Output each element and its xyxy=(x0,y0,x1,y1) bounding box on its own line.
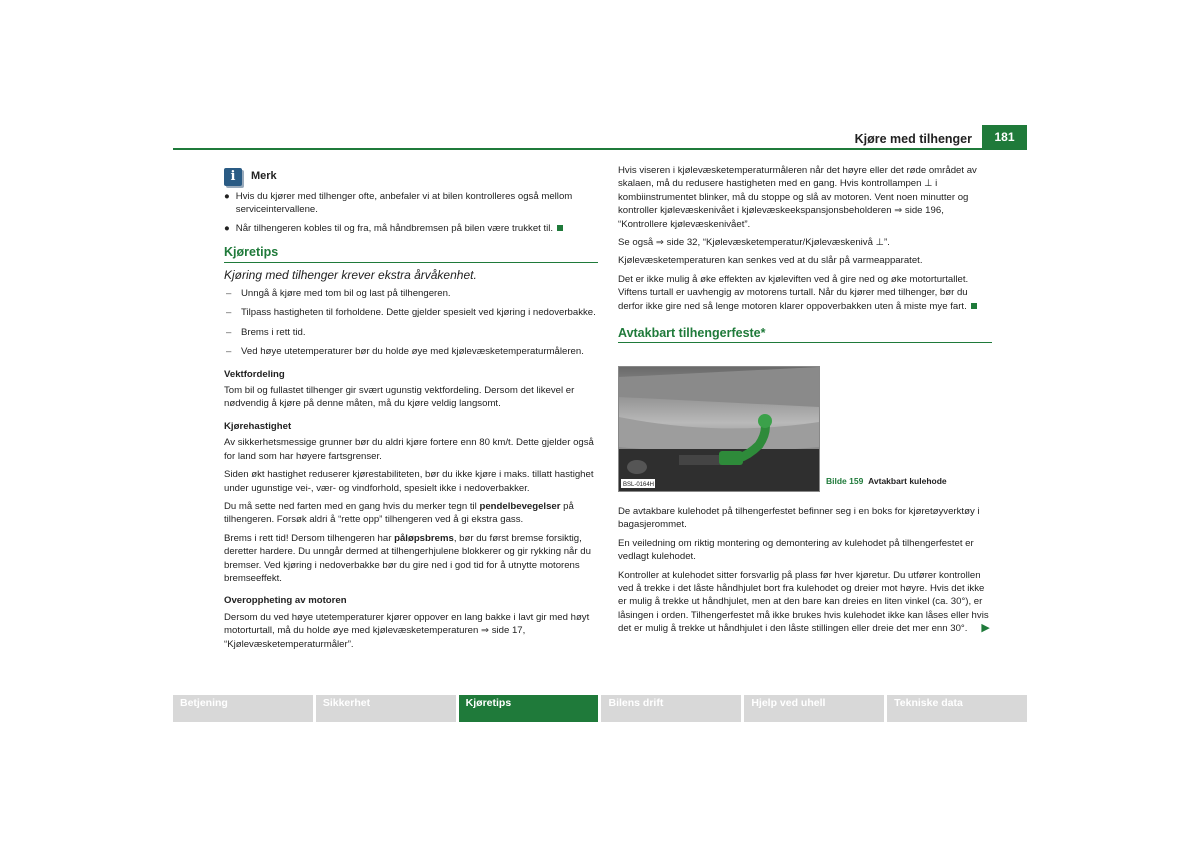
list-item-text: Tilpass hastigheten til forholdene. Dette gjelder spesielt ved kjøring i nedoverbakke. xyxy=(241,307,596,319)
paragraph: Det er ikke mulig å øke effekten av kjøleviften ved å gire ned og øke motorturtallet. Viftens turtall er uavhengig av motorens turtall. Når du kjører med tilhenger, bør du derfor ikke gire ned så lenge motoren klarer oppoverbakken uten å miste mye fart. xyxy=(618,273,992,313)
list-item: – Unngå å kjøre med tom bil og last på tilhengeren. xyxy=(226,288,451,300)
paragraph: Kontroller at kulehodet sitter forsvarlig på plass før hver kjøretur. Du utfører kontrollen ved å trekke i det låste håndhjulet bort fra kulehodet og dreier mot høyre. Hvis det ikke er mulig å trekke ut håndhjulet, men at den bare kan dreies en liten vinkel (ca. 30°), er låsingen i orden. Tilhengerfestet må ikke brukes hvis kulehodet ikke kan låses eller hvis det er mulig å trekke ut håndhjulet i den låste stillingen eller dreie det mer enn 30°. ▶ xyxy=(618,569,990,635)
tab-tekniske-data[interactable]: Tekniske data xyxy=(887,695,1027,722)
note-title: Merk xyxy=(251,170,277,183)
paragraph: Kjølevæsketemperaturen kan senkes ved at du slår på varmeapparatet. xyxy=(618,255,923,267)
running-header-title: Kjøre med tilhenger xyxy=(854,132,972,146)
list-item: – Brems i rett tid. xyxy=(226,326,306,338)
paragraph: Hvis viseren i kjølevæsketemperaturmåleren når det høyre eller det røde området av skalaen, må du redusere hastigheten med en gang. Hvis kontrollampen ⊥ i kombiinstrumentet blinker, må du stoppe og slå av motoren. Vent noen minutter og kontroller kjølevæskenivået i kjølevæskeekspansjonsbeholderen ⇒ side 196, “Kontrollere kjølevæskenivået”. xyxy=(618,165,977,230)
page-number: 181 xyxy=(982,125,1027,149)
right-column-lower xyxy=(618,505,992,641)
subheading-overoppheting: Overoppheting av motoren xyxy=(224,595,347,607)
tab-sikkerhet[interactable]: Sikkerhet xyxy=(316,695,456,722)
info-icon: i xyxy=(224,168,242,186)
list-item-text: Unngå å kjøre med tom bil og last på tilhengeren. xyxy=(241,288,451,300)
section-heading-kjoretips: Kjøretips xyxy=(224,246,598,262)
tab-hjelp-ved-uhell[interactable]: Hjelp ved uhell xyxy=(744,695,884,722)
note-bullet-text: Når tilhengeren kobles til og fra, må håndbremsen på bilen være trukket til. xyxy=(235,222,554,234)
end-square-icon xyxy=(557,225,563,231)
section-heading-tilhengerfeste: Avtakbart tilhengerfeste* xyxy=(618,327,992,343)
paragraph: Siden økt hastighet reduserer kjørestabiliteten, bør du ikke kjøre i maks. tillatt hastighet under ugunstige vei-, vær- og vindforhold, spesielt ikke i nedoverbakker. xyxy=(224,469,594,494)
paragraph: Brems i rett tid! Dersom tilhengeren har påløpsbrems, bør du først bremse forsiktig, deretter hardere. Du unngår dermed at tilhengerhjulene blokkerer og gir rykking når du bremser. Ved kjøring i nedoverbakke bør du gire ned i god tid for å utnytte motorens bremseeffekt. xyxy=(224,532,591,584)
bold-term: påløpsbrems xyxy=(394,532,454,544)
note-bullet xyxy=(224,222,598,235)
note-bullet-text: Hvis du kjører med tilhenger ofte, anbefaler vi at bilen kontrolleres også mellom serviceintervallene. xyxy=(235,191,573,216)
section-lead: Kjøring med tilhenger krever ekstra årvåkenhet. xyxy=(224,267,477,282)
subheading-vektfordeling: Vektfordeling xyxy=(224,368,285,380)
paragraph: Av sikkerhetsmessige grunner bør du aldri kjøre fortere enn 80 km/t. Dette gjelder også for land som har høyere fartsgrenser. xyxy=(224,437,594,462)
bullet-dot-icon: ● xyxy=(224,191,230,202)
list-item: – Ved høye utetemperaturer bør du holde øye med kjølevæsketemperaturmåleren. xyxy=(226,346,584,358)
towbar-illustration xyxy=(619,367,819,491)
left-column xyxy=(224,168,598,656)
paragraph: Dersom du ved høye utetemperaturer kjører oppover en lang bakke i lavt gir med høyt motorturtall, må du holde øye med kjølevæsketemperaturen ⇒ side 17, “Kjølevæsketemperaturmåler”. xyxy=(224,611,590,650)
caption-label: Bilde 159 xyxy=(826,476,864,486)
tab-betjening[interactable]: Betjening xyxy=(173,695,313,722)
figure-towbar-image xyxy=(618,366,820,492)
right-column xyxy=(618,164,992,349)
continue-arrow-icon: ▶ xyxy=(981,622,990,635)
subheading-kjorehastighet: Kjørehastighet xyxy=(224,420,292,432)
header-rule xyxy=(173,148,1027,150)
tab-bilens-drift[interactable]: Bilens drift xyxy=(601,695,741,722)
end-square-icon xyxy=(971,303,977,309)
paragraph: Tom bil og fullastet tilhenger gir svært ugunstig vektfordeling. Dersom det likevel er nødvendig å kjøre på denne måten, må du kjøre veldig langsomt. xyxy=(224,385,575,410)
list-item-text: Brems i rett tid. xyxy=(241,326,306,338)
list-item: – Tilpass hastigheten til forholdene. Dette gjelder spesielt ved kjøring i nedoverbakke. xyxy=(226,307,596,319)
note-bullet xyxy=(224,190,598,217)
paragraph: Se også ⇒ side 32, “Kjølevæsketemperatur/Kjølevæskenivå ⊥”. xyxy=(618,237,890,249)
list-item-text: Ved høye utetemperaturer bør du holde øye med kjølevæsketemperaturmåleren. xyxy=(241,346,584,358)
chapter-tabs xyxy=(173,695,1027,722)
figure-code: BSL-0164H xyxy=(623,482,655,488)
bold-term: pendelbevegelser xyxy=(479,500,561,512)
tab-kjoretips[interactable]: Kjøretips xyxy=(459,695,599,722)
bullet-dot-icon: ● xyxy=(224,222,230,234)
note-header xyxy=(224,168,598,186)
caption-text: Avtakbart kulehode xyxy=(868,476,947,486)
figure-caption xyxy=(826,476,947,486)
paragraph: De avtakbare kulehodet på tilhengerfestet befinner seg i en boks for kjøretøyverktøy i bagasjerommet. xyxy=(618,506,980,531)
paragraph: Du må sette ned farten med en gang hvis du merker tegn til pendelbevegelser på tilhengeren. Forsøk aldri å “rette opp” tilhengeren ved å gi ekstra gass. xyxy=(224,500,574,526)
paragraph: En veiledning om riktig montering og demontering av kulehodet på tilhengerfestet er vedlagt kulehodet. xyxy=(618,537,974,563)
